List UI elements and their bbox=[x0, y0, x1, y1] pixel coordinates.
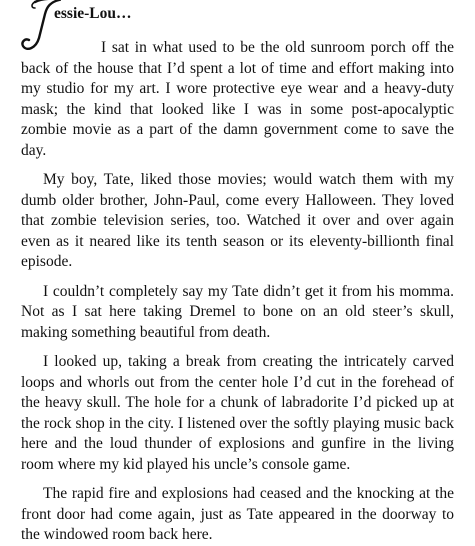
paragraph-1 bbox=[21, 38, 454, 161]
paragraph-2: My boy, Tate, liked those movies; would watch them with my dumb older brother, John-Paul, come every Halloween. They loved that zombie television series, too. Watched it over and over again even as it neared like its tenth season or its eleventy-billionth final episode. bbox=[21, 171, 454, 270]
paragraph-3: I couldn’t completely say my Tate didn’t get it from his momma. Not as I sat here taking Dremel to bone on an old steer’s skull, making something beautiful from death. bbox=[21, 282, 454, 341]
paragraph-5: The rapid fire and explosions had ceased and the knocking at the front door had come again, just as Tate appeared in the doorway to the windowed room back here. bbox=[21, 485, 454, 543]
chapter-heading-text: essie-Lou… bbox=[54, 5, 132, 22]
chapter-heading bbox=[21, 0, 454, 24]
paragraph-1-text: I sat in what used to be the old sunroom porch off the back of the house that I’d spent a lot of time and effort making into my studio for my art. I wore protective eye wear and a heavy-duty mask; the kind that looked like I was in some post-apocalyptic zombie movie as a part of the damn government come to save the day. bbox=[21, 39, 454, 159]
paragraph-4: I looked up, taking a break from creating the intricately carved loops and whorls out from the center hole I’d cut in the forehead of the heavy skull. The hole for a chunk of labradorite I’d picked up at the rock shop in the city. I listened over the softly playing music back here and the loud thunder of explosions and gunfire in the living room where my kid played his uncle’s console game. bbox=[21, 353, 454, 473]
book-page bbox=[21, 0, 454, 543]
